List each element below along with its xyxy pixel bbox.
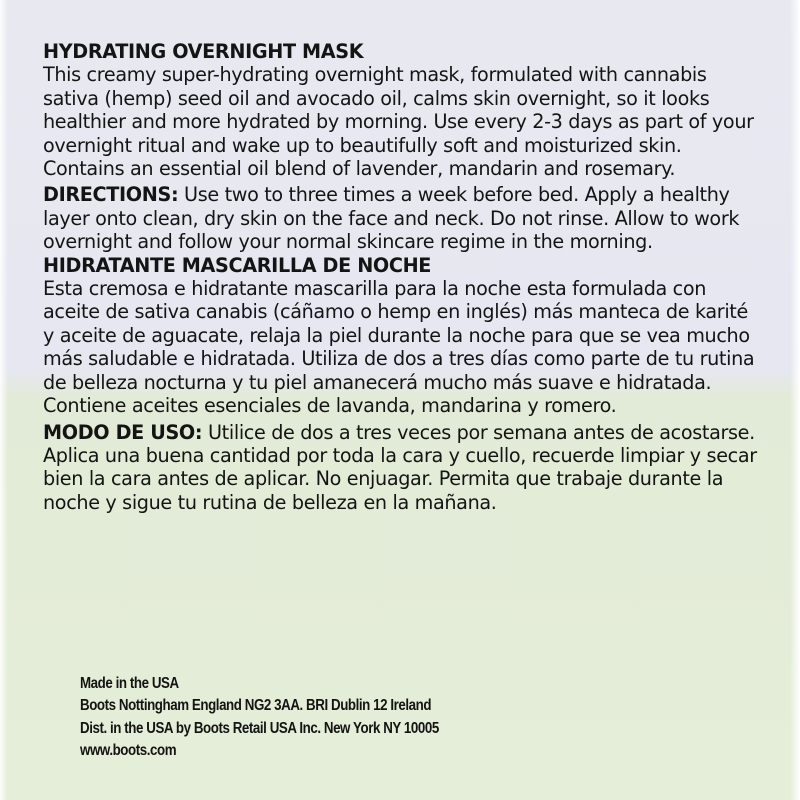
english-directions-label: DIRECTIONS: xyxy=(43,183,179,207)
address-text: Boots Nottingham England NG2 3AA. BRI Dublin 12 Ireland xyxy=(80,697,432,715)
spanish-title: HIDRATANTE MASCARILLA DE NOCHE xyxy=(43,253,432,277)
distribution-text: Dist. in the USA by Boots Retail USA Inc. New York NY 10005 xyxy=(80,719,439,737)
english-directions xyxy=(43,183,763,253)
spanish-directions-text: Utilice de dos a tres veces por semana antes de acostarse. Aplica una buena cantidad por toda la cara y cuello, recuerde limpiar y secar bien la cara antes de aplicar. No enjuagar. Permita que trabaje durante la noche y sigue tu rutina de belleza en la mañana. xyxy=(43,420,757,514)
spanish-directions-label: MODO DE USO: xyxy=(43,420,203,444)
label-text-block xyxy=(43,40,763,514)
spanish-description: Esta cremosa e hidratante mascarilla para la noche esta formulada con aceite de sativa canabis (cáñamo o hemp en inglés) más manteca de karité y aceite de aguacate, relaja la piel durante la noche para que se vea mucho más saludable e hidratada. Utiliza de dos a tres días como parte de tu rutina de belleza nocturna y tu piel amanecerá mucho más suave e hidratada. Contiene aceites esenciales de lavanda, mandarina y romero. xyxy=(43,277,755,418)
english-description: This creamy super-hydrating overnight mask, formulated with cannabis sativa (hemp) seed oil and avocado oil, calms skin overnight, so it looks healthier and more hydrated by morning. Use every 2-3 days as part of your overnight ritual and wake up to beautifully soft and moisturized skin. Contains an essential oil blend of lavender, mandarin and rosemary. xyxy=(43,63,754,181)
manufacturer-info xyxy=(80,673,648,763)
spanish-directions xyxy=(43,421,763,515)
english-directions-text: Use two to three times a week before bed. Apply a healthy layer onto clean, dry skin on the face and neck. Do not rinse. Allow to work overnight and follow your normal skincare regime in the morning. xyxy=(43,183,740,254)
made-in-text: Made in the USA xyxy=(80,675,179,692)
website-text: www.boots.com xyxy=(80,742,177,760)
english-title: HYDRATING OVERNIGHT MASK xyxy=(43,40,364,63)
left-edge-highlight xyxy=(0,0,8,800)
right-edge-highlight xyxy=(790,0,800,800)
